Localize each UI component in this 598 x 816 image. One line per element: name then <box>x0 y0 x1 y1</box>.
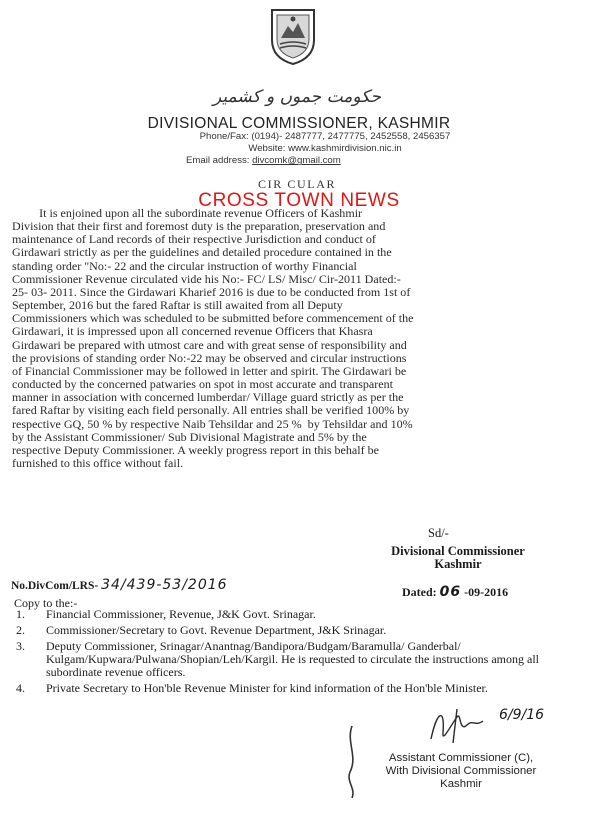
body-line: maintenance of Land records of their respective Jurisdiction and conduct of <box>12 232 376 247</box>
list-item <box>16 682 596 695</box>
body-line: of Financial Commissioner may be followed in letter and spirit. The Girdawari be <box>12 363 407 378</box>
body-line: Girdawari strictly as per the guidelines and detailed procedure contained in the <box>12 245 392 260</box>
list-item <box>16 640 596 679</box>
list-item-number: 2. <box>16 623 25 638</box>
body-line: It is enjoined upon all the subordinate revenue Officers of Kashmir <box>12 206 363 220</box>
circular-heading: CIR CULAR <box>258 177 337 191</box>
signatory-place: Kashmir <box>434 557 482 571</box>
email-address: divcomk@gmail.com <box>252 155 341 167</box>
list-item-number: 4. <box>16 681 25 696</box>
department-title: DIVISIONAL COMMISSIONER, KASHMIR <box>147 115 451 132</box>
signatory-block <box>358 545 558 571</box>
dated-handwritten-day: 06 <box>439 584 462 600</box>
list-item-text: Financial Commissioner, Revenue, J&K Govt. Srinagar. <box>46 607 316 621</box>
body-line: Commissioners which was scheduled to be submitted before commencement of the <box>12 311 414 326</box>
signature-date: 6/9/16 <box>499 707 545 723</box>
signatory-title: Divisional Commissioner <box>391 544 525 558</box>
contact-details <box>160 131 490 168</box>
body-line: manner in association with concerned lumberdar/ Village guard strictly as per the <box>12 390 404 405</box>
body-line: September, 2016 but the fared Raftar is still awaited from all Deputy <box>12 298 343 313</box>
state-emblem-logo <box>268 6 318 66</box>
website: Website: www.kashmirdivision.nic.in <box>248 143 402 155</box>
dated-suffix: -09-2016 <box>461 585 509 599</box>
list-item-text: Private Secretary to Hon'ble Revenue Minister for kind information of the Hon'ble Minister. <box>46 681 488 696</box>
list-item-text: Commissioner/Secretary to Govt. Revenue Department, J&K Srinagar. <box>46 623 387 638</box>
body-line: furnished to this office without fail. <box>12 455 184 470</box>
reference-prefix: No.DivCom/LRS- <box>11 580 102 592</box>
body-line: conducted by the concerned patwaries on spot in most accurate and transparent <box>12 377 394 392</box>
body-line: Girdawari be prepared with utmost care and with great sense of responsibility and <box>12 337 407 352</box>
body-line: by the Assistant Commissioner/ Sub Divisional Magistrate and 5% by the <box>12 429 367 444</box>
email-label: Email address: <box>186 155 253 167</box>
reference-handwritten: 34/439-53/2016 <box>101 577 228 593</box>
assistant-line-3: Kashmir <box>440 778 482 791</box>
body-line: Division that their first and foremost duty is the preparation, preservation and <box>12 219 386 234</box>
circular-body <box>12 207 590 470</box>
body-line: respective GQ, 50 % by respective Naib Tehsildar and 25 % by Tehsildar and 10% <box>12 416 413 431</box>
urdu-letterhead-script <box>212 84 382 108</box>
body-line: the provisions of standing order No:-22 may be observed and circular instructions <box>12 350 407 365</box>
body-line: Commissioner Revenue circulated vide his No:- FC/ LS/ Misc/ Cir-2011 Dated:- <box>12 271 401 286</box>
list-item <box>16 608 596 621</box>
svg-text:حکومت جموں و کشمیر: حکومت جموں و کشمیر <box>212 87 382 107</box>
email-line <box>160 155 490 167</box>
assistant-commissioner-block <box>356 752 566 792</box>
list-item-number: 3. <box>16 639 25 654</box>
body-line: respective Deputy Commissioner. A weekly progress report in this behalf be <box>12 442 380 457</box>
copy-to-label: Copy to the:- <box>14 596 78 610</box>
body-line: fared Raftar by visiting each field personally. All entries shall be verified 100% by <box>12 403 410 418</box>
body-line: standing order "No:- 22 and the circular instruction of worthy Financial <box>12 258 357 273</box>
list-item-text: Deputy Commissioner, Srinagar/Anantnag/Bandipora/Budgam/Baramulla/ Ganderbal/ Kulgam/Kupwara/Pulwana/Shopian/Leh/Kargil. He is requested to circulate the instructions among all subordinate revenue officers. <box>46 639 539 680</box>
list-item <box>16 624 596 637</box>
body-line: 25- 03- 2011. Since the Girdawari Kharief 2016 is due to be conducted from 1st of <box>12 284 411 299</box>
dated-label: Dated: <box>402 585 440 599</box>
phone-fax: Phone/Fax: (0194)- 2487777, 2477775, 2452558, 2456357 <box>199 131 451 142</box>
list-item-number: 1. <box>16 607 25 621</box>
dated-line <box>402 584 508 600</box>
watermark-overlay: CROSS TOWN NEWS <box>198 190 400 211</box>
assistant-line-2: With Divisional Commissioner <box>385 765 537 778</box>
assistant-line-1: Assistant Commissioner (C), <box>388 752 534 764</box>
sd-mark: Sd/- <box>428 526 449 540</box>
reference-number <box>11 577 228 593</box>
copy-list <box>16 608 596 699</box>
body-line: Girdawari, it is impressed upon all concerned revenue Officers that Khasra <box>12 324 373 339</box>
